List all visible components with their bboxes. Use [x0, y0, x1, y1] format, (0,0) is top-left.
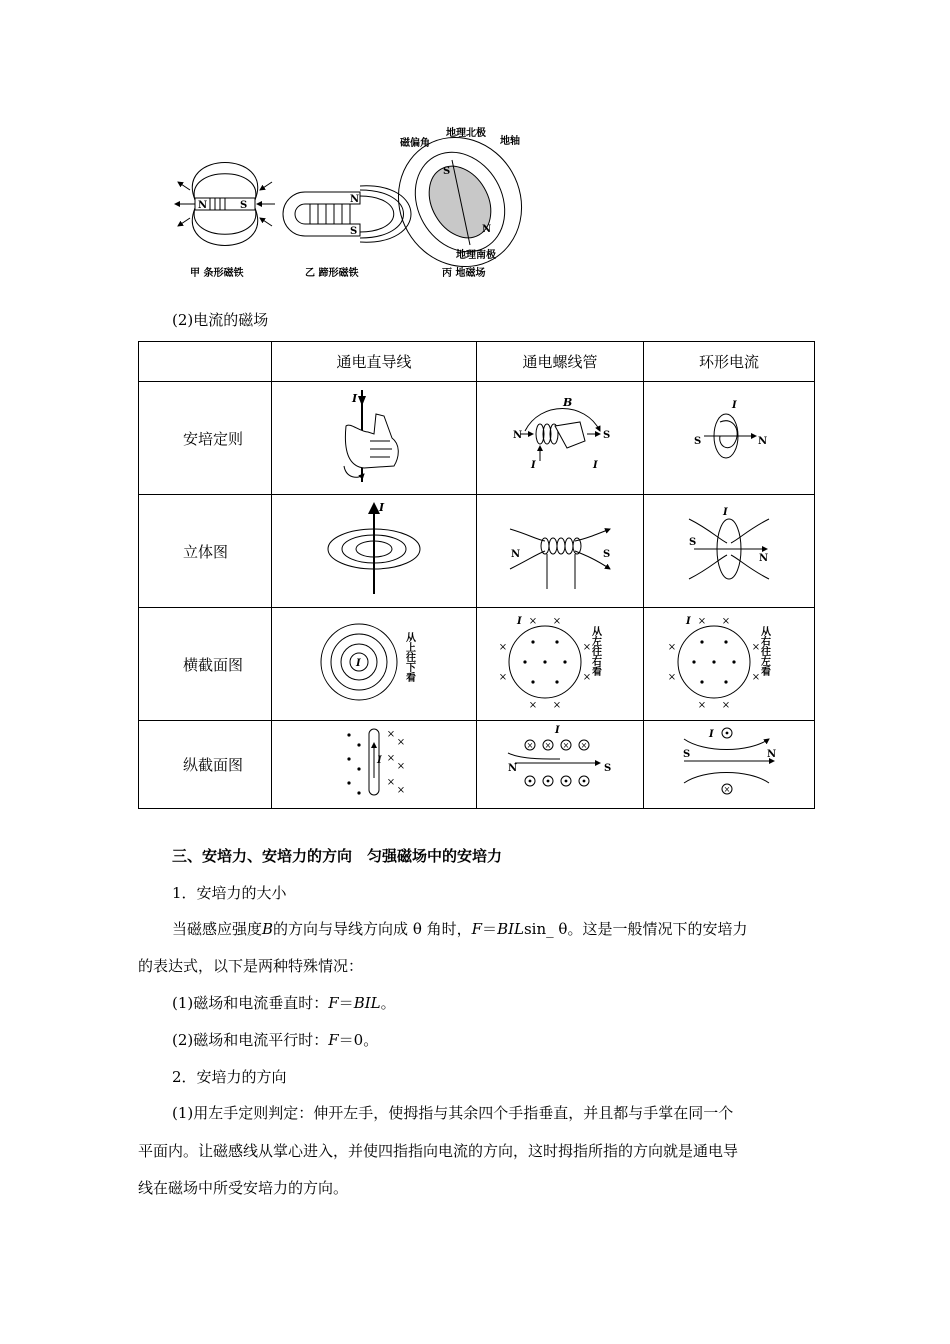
- svg-text:×: ×: [751, 672, 761, 683]
- svg-text:×: ×: [498, 672, 508, 683]
- sol3d-s-label: S: [603, 549, 611, 560]
- bar-magnet-figure: [175, 163, 275, 246]
- loop-cross-diagram: [654, 612, 804, 712]
- loop-longitudinal-diagram: [669, 723, 789, 803]
- sollong-n-label: N: [508, 762, 518, 774]
- section3-case1: (1)磁场和电流垂直时：F＝BIL。: [172, 994, 396, 1012]
- col-header-solenoid: 通电螺线管: [477, 342, 644, 382]
- loop-s-label: S: [694, 436, 702, 447]
- earth-axis-label: 地轴: [500, 136, 520, 147]
- svg-text:×: ×: [582, 672, 592, 683]
- table-corner-cell: [139, 342, 272, 382]
- looplong-i-label: I: [709, 728, 714, 740]
- svg-text:×: ×: [396, 760, 406, 772]
- svg-text:×: ×: [396, 736, 406, 748]
- svg-text:×: ×: [528, 700, 538, 711]
- loop-i-label: I: [732, 400, 737, 411]
- svg-text:×: ×: [562, 740, 570, 750]
- row-label-ampere-rule: 安培定则: [139, 382, 272, 495]
- wirecross-i-label: I: [356, 658, 361, 669]
- loop-n-label: N: [758, 436, 768, 447]
- cell-wire-longitudinal: [272, 721, 477, 809]
- cell-wire-3d: [272, 495, 477, 608]
- section3-p2b: 平面内。让磁感线从掌心进入，并使四指指向电流的方向，这时拇指所指的方向就是通电导: [138, 1142, 739, 1160]
- earth-pole-n: N: [482, 224, 492, 235]
- cell-loop-cross: [644, 608, 815, 721]
- horseshoe-magnet-figure: [283, 186, 411, 242]
- wire3d-i-label: I: [379, 501, 385, 514]
- caption-bar-magnet: 甲 条形磁铁: [190, 268, 244, 279]
- row-label-longitudinal-section: 纵截面图: [139, 721, 272, 809]
- svg-text:×: ×: [723, 784, 731, 794]
- svg-text:×: ×: [386, 752, 396, 764]
- wire-3d-diagram: [319, 499, 429, 599]
- solcross-i-label: I: [517, 616, 522, 627]
- section3-heading: 三、安培力、安培力的方向 匀强磁场中的安培力: [172, 847, 503, 865]
- loop3d-i-label: I: [723, 507, 728, 518]
- horseshoe-pole-s: S: [350, 226, 358, 237]
- solenoid-i-label: I: [531, 460, 536, 471]
- earth-field-figure: [375, 120, 540, 285]
- wire-i-label: I: [352, 392, 358, 405]
- looplong-n-label: N: [767, 748, 777, 760]
- section3-p2a: (1)用左手定则判定：伸开左手，使拇指与其余四个手指垂直，并且都与手掌在同一个: [172, 1104, 734, 1122]
- solenoid-3d-diagram: [505, 499, 615, 599]
- solenoid-s-label: S: [603, 430, 611, 441]
- svg-text:×: ×: [386, 776, 396, 788]
- solenoid-i2-label: I: [593, 460, 598, 471]
- wire-longitudinal-diagram: [319, 723, 429, 803]
- cell-wire-ampere-rule: [272, 382, 477, 495]
- magnet-figures: [160, 120, 540, 285]
- right-hand-wire-icon: [324, 386, 424, 486]
- horseshoe-pole-n: N: [350, 194, 360, 205]
- col-header-loop-current: 环形电流: [644, 342, 815, 382]
- cell-loop-3d: [644, 495, 815, 608]
- geo-north-label: 地理北极: [446, 128, 486, 139]
- view-from-top-label: 从上往下看: [403, 632, 415, 682]
- row-label-3d-view: 立体图: [139, 495, 272, 608]
- loop3d-n-label: N: [759, 553, 769, 564]
- svg-text:×: ×: [721, 700, 731, 711]
- cell-solenoid-3d: [477, 495, 644, 608]
- sol3d-n-label: N: [511, 549, 521, 560]
- col-header-straight-wire: 通电直导线: [272, 342, 477, 382]
- wirelong-i-label: I: [377, 754, 382, 766]
- section3-sub1: 1．安培力的大小: [172, 884, 287, 902]
- cell-wire-cross: [272, 608, 477, 721]
- cell-solenoid-ampere-rule: [477, 382, 644, 495]
- bar-pole-n: N: [198, 200, 208, 211]
- svg-text:×: ×: [396, 784, 406, 796]
- loopcross-i-label: I: [686, 616, 691, 627]
- declination-label: 磁偏角: [400, 138, 430, 149]
- section3-case2: (2)磁场和电流平行时：F＝0。: [172, 1031, 379, 1049]
- solenoid-n-label: N: [513, 430, 523, 441]
- view-from-left-label: 从左往右看: [589, 626, 601, 676]
- svg-text:×: ×: [667, 642, 677, 653]
- sollong-s-label: S: [604, 762, 612, 774]
- earth-pole-s: S: [443, 166, 451, 177]
- section-current-field-title: (2)电流的磁场: [172, 311, 269, 329]
- svg-text:×: ×: [386, 728, 396, 740]
- caption-horseshoe: 乙 蹄形磁铁: [305, 268, 359, 279]
- current-field-table: [138, 341, 815, 809]
- svg-text:×: ×: [526, 740, 534, 750]
- cell-solenoid-cross: [477, 608, 644, 721]
- cell-loop-longitudinal: [644, 721, 815, 809]
- right-hand-solenoid-icon: [505, 386, 615, 486]
- svg-text:×: ×: [580, 740, 588, 750]
- loop3d-s-label: S: [689, 537, 697, 548]
- section3-p1b: 的表达式，以下是两种特殊情况：: [138, 957, 364, 975]
- svg-text:×: ×: [544, 740, 552, 750]
- svg-text:×: ×: [582, 642, 592, 653]
- svg-text:×: ×: [721, 616, 731, 627]
- section3-p2c: 线在磁场中所受安培力的方向。: [138, 1179, 349, 1197]
- cell-solenoid-longitudinal: [477, 721, 644, 809]
- sollong-i-label: I: [555, 724, 560, 736]
- loop-3d-diagram: [679, 499, 779, 599]
- svg-text:×: ×: [697, 700, 707, 711]
- view-from-right-label: 从右往左看: [758, 626, 770, 676]
- section3-sub2: 2．安培力的方向: [172, 1068, 287, 1086]
- svg-text:×: ×: [667, 672, 677, 683]
- svg-text:×: ×: [498, 642, 508, 653]
- svg-text:×: ×: [552, 616, 562, 627]
- caption-earth: 丙 地磁场: [442, 268, 486, 279]
- solenoid-b-label: B: [563, 396, 573, 409]
- svg-text:×: ×: [552, 700, 562, 711]
- svg-text:×: ×: [751, 642, 761, 653]
- bar-pole-s: S: [240, 200, 248, 211]
- svg-text:×: ×: [528, 616, 538, 627]
- wire-cross-diagram: [299, 612, 449, 712]
- right-hand-loop-icon: [684, 386, 774, 486]
- row-label-cross-section: 横截面图: [139, 608, 272, 721]
- magnet-field-diagram: [160, 120, 540, 285]
- geo-south-label: 地理南极: [456, 250, 496, 261]
- looplong-s-label: S: [683, 748, 691, 760]
- solenoid-longitudinal-diagram: [500, 723, 620, 803]
- cell-loop-ampere-rule: [644, 382, 815, 495]
- section3-p1a: 当磁感应强度B的方向与导线方向成 θ 角时，F＝BILsin_ θ。这是一般情况下的安培力: [172, 920, 748, 938]
- svg-text:×: ×: [697, 616, 707, 627]
- solenoid-cross-diagram: [485, 612, 635, 712]
